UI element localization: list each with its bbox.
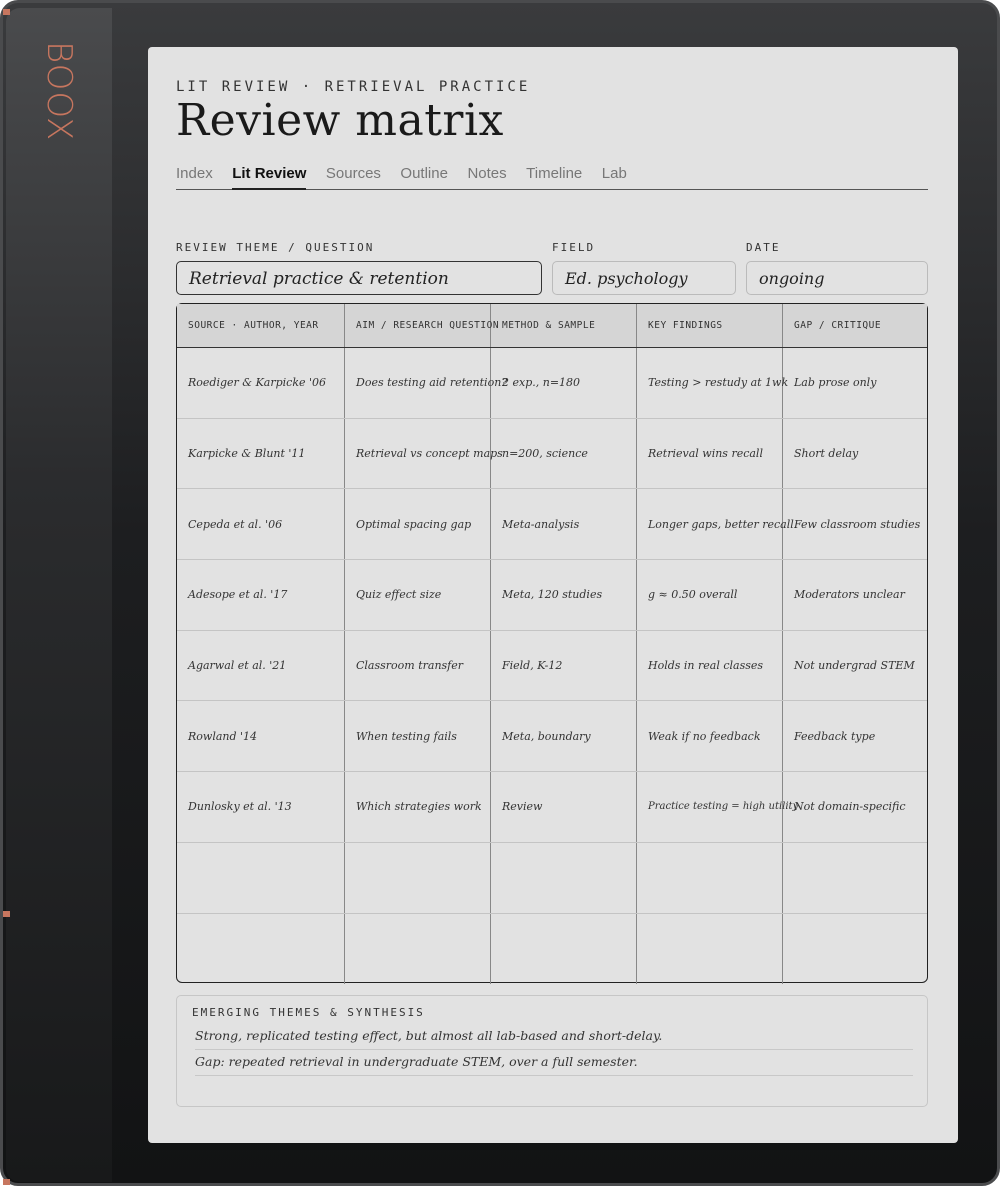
column-header: AIM / RESEARCH QUESTION bbox=[345, 304, 491, 347]
table-cell[interactable] bbox=[491, 843, 637, 913]
table-row bbox=[177, 701, 927, 772]
tab-timeline[interactable]: Timeline bbox=[526, 165, 583, 182]
tab-bar bbox=[176, 165, 928, 190]
table-cell[interactable] bbox=[177, 843, 345, 913]
review-matrix-table bbox=[176, 303, 928, 983]
table-cell[interactable]: Karpicke & Blunt '11 bbox=[177, 419, 345, 489]
device-spine bbox=[6, 8, 112, 1182]
table-row bbox=[177, 560, 927, 631]
date-field[interactable]: ongoing bbox=[746, 261, 928, 295]
field-label: FIELD bbox=[552, 241, 596, 254]
synthesis-line[interactable]: Strong, replicated testing effect, but almost all lab-based and short-delay. bbox=[195, 1025, 913, 1050]
table-cell[interactable]: Not domain-specific bbox=[794, 800, 906, 814]
table-cell[interactable] bbox=[783, 914, 927, 985]
table-cell[interactable]: Field, K-12 bbox=[491, 631, 637, 701]
table-cell[interactable]: n=200, science bbox=[491, 419, 637, 489]
table-row-empty bbox=[177, 914, 927, 985]
table-row bbox=[177, 348, 927, 419]
theme-field[interactable]: Retrieval practice & retention bbox=[176, 261, 542, 295]
breadcrumb: LIT REVIEW · RETRIEVAL PRACTICE bbox=[176, 79, 531, 95]
table-cell[interactable]: Adesope et al. '17 bbox=[177, 560, 345, 630]
table-cell[interactable]: Short delay bbox=[794, 447, 859, 461]
tab-sources[interactable]: Sources bbox=[325, 165, 381, 182]
table-cell[interactable]: Retrieval wins recall bbox=[637, 419, 783, 489]
theme-label: REVIEW THEME / QUESTION bbox=[176, 241, 375, 254]
table-cell[interactable] bbox=[345, 914, 491, 985]
table-cell[interactable]: Retrieval vs concept maps bbox=[345, 419, 491, 489]
table-cell[interactable]: Weak if no feedback bbox=[637, 701, 783, 771]
bottom-button-marker bbox=[3, 1179, 10, 1185]
column-header: KEY FINDINGS bbox=[637, 304, 783, 347]
table-cell[interactable]: Agarwal et al. '21 bbox=[177, 631, 345, 701]
table-cell[interactable]: Meta, boundary bbox=[491, 701, 637, 771]
table-cell[interactable]: Review bbox=[491, 772, 637, 842]
column-header: GAP / CRITIQUE bbox=[794, 320, 882, 331]
date-label: DATE bbox=[746, 241, 781, 254]
column-header: METHOD & SAMPLE bbox=[491, 304, 637, 347]
table-cell[interactable]: Does testing aid retention? bbox=[345, 348, 491, 418]
table-cell[interactable] bbox=[177, 914, 345, 985]
table-row-empty bbox=[177, 843, 927, 914]
table-cell[interactable] bbox=[637, 914, 783, 985]
tab-index[interactable]: Index bbox=[176, 165, 213, 182]
table-cell[interactable]: Testing > restudy at 1wk bbox=[637, 348, 783, 418]
table-cell[interactable]: Cepeda et al. '06 bbox=[177, 489, 345, 559]
table-cell[interactable]: 2 exp., n=180 bbox=[491, 348, 637, 418]
power-button-marker bbox=[3, 9, 10, 15]
table-cell[interactable] bbox=[637, 843, 783, 913]
side-button-marker bbox=[3, 911, 10, 917]
table-cell[interactable] bbox=[783, 843, 927, 913]
synthesis-label: EMERGING THEMES & SYNTHESIS bbox=[192, 1006, 425, 1019]
column-header: SOURCE · AUTHOR, YEAR bbox=[177, 304, 345, 347]
table-cell[interactable]: g ≈ 0.50 overall bbox=[637, 560, 783, 630]
table-cell[interactable]: When testing fails bbox=[345, 701, 491, 771]
table-cell[interactable]: Dunlosky et al. '13 bbox=[177, 772, 345, 842]
table-cell[interactable]: Longer gaps, better recall bbox=[637, 489, 783, 559]
table-cell[interactable]: Holds in real classes bbox=[637, 631, 783, 701]
table-row bbox=[177, 419, 927, 490]
table-cell[interactable]: Lab prose only bbox=[794, 376, 877, 390]
table-cell[interactable]: Meta, 120 studies bbox=[491, 560, 637, 630]
table-cell[interactable]: Optimal spacing gap bbox=[345, 489, 491, 559]
table-row bbox=[177, 772, 927, 843]
table-cell[interactable]: Quiz effect size bbox=[345, 560, 491, 630]
table-row bbox=[177, 489, 927, 560]
table-cell[interactable]: Practice testing = high utility bbox=[637, 772, 783, 842]
page-title: Review matrix bbox=[176, 95, 504, 146]
table-cell[interactable]: Roediger & Karpicke '06 bbox=[177, 348, 345, 418]
screen bbox=[148, 47, 958, 1143]
tab-lit-review[interactable]: Lit Review bbox=[232, 165, 306, 190]
tab-outline[interactable]: Outline bbox=[400, 165, 448, 182]
tab-lab[interactable]: Lab bbox=[601, 165, 627, 182]
table-cell[interactable]: Not undergrad STEM bbox=[794, 659, 915, 673]
synthesis-line[interactable]: Gap: repeated retrieval in undergraduate STEM, over a full semester. bbox=[195, 1051, 913, 1076]
table-cell[interactable]: Rowland '14 bbox=[177, 701, 345, 771]
table-cell[interactable]: Which strategies work bbox=[345, 772, 491, 842]
synthesis-panel[interactable] bbox=[176, 995, 928, 1107]
table-cell[interactable] bbox=[491, 914, 637, 985]
field-field[interactable]: Ed. psychology bbox=[552, 261, 736, 295]
table-cell[interactable] bbox=[345, 843, 491, 913]
table-header-row bbox=[177, 304, 927, 348]
table-cell[interactable]: Feedback type bbox=[794, 729, 876, 743]
table-cell[interactable]: Few classroom studies bbox=[794, 517, 921, 531]
table-cell[interactable]: Meta-analysis bbox=[491, 489, 637, 559]
table-row bbox=[177, 631, 927, 702]
brand-logo: BOOX bbox=[39, 41, 79, 142]
table-cell[interactable]: Moderators unclear bbox=[794, 588, 905, 602]
table-cell[interactable]: Classroom transfer bbox=[345, 631, 491, 701]
tab-notes[interactable]: Notes bbox=[467, 165, 507, 182]
